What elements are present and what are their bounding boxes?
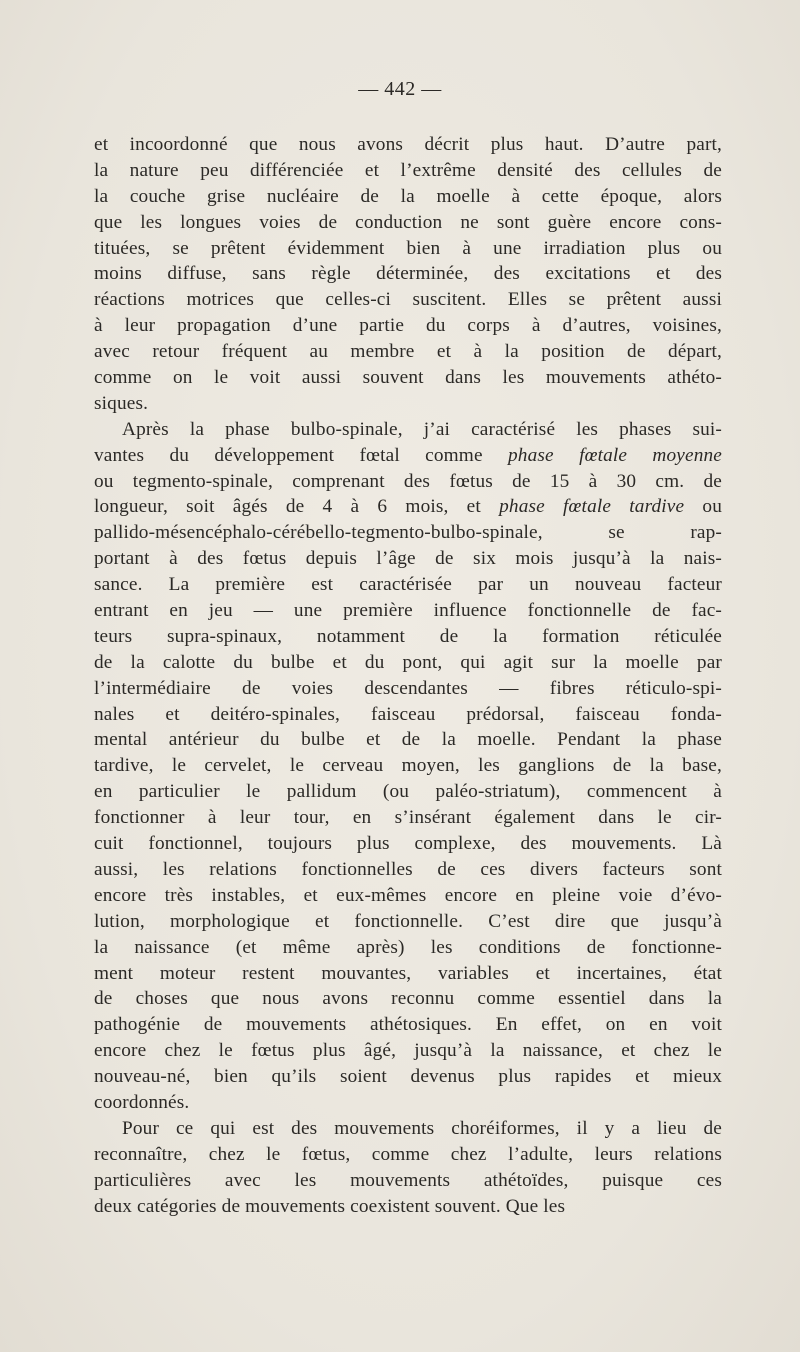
text-run: Après la phase bulbo-spinale, j’ai caractérisé les phases sui- [122,418,722,440]
text-run: pathogénie de mouvements athétosiques. En effet, on en voit [94,1014,722,1036]
text-line [94,365,722,391]
text-line [94,961,722,987]
text-run: Pour ce qui est des mouvements choréiformes, il y a lieu de [122,1117,722,1139]
text-run: pallido-mésencéphalo-cérébello-tegmento-bulbo-spinale, se rap- [94,522,722,544]
text-run: nales et deitéro-spinales, faisceau prédorsal, faisceau fonda- [94,703,722,725]
text-run: de choses que nous avons reconnu comme essentiel dans la [94,988,722,1010]
text-line [94,236,722,262]
text-run: comme on le voit aussi souvent dans les mouvements athéto- [94,367,722,389]
body-text [94,132,722,1219]
text-line [94,1090,722,1116]
text-run: vantes du développement fœtal comme [94,444,508,466]
text-line [94,210,722,236]
text-run: deux catégories de mouvements coexistent souvent. Que les [94,1195,566,1217]
text-line [94,1012,722,1038]
text-line [94,1038,722,1064]
paragraph [94,417,722,1116]
text-line [94,805,722,831]
text-run: longueur, soit âgés de 4 à 6 mois, et [94,496,500,518]
italic-term: phase fœtale moyenne [508,444,722,466]
text-run: aussi, les relations fonctionnelles de ces divers facteurs sont [94,858,722,880]
text-line [94,753,722,779]
page-number: — 442 — [358,78,442,100]
text-run: en particulier le pallidum (ou paléo-striatum), commencent à [94,781,722,803]
text-line [94,546,722,572]
text-line [94,1194,722,1220]
text-line [94,727,722,753]
paragraph [94,1116,722,1220]
text-run: ou tegmento-spinale, comprenant des fœtus de 15 à 30 cm. de [94,470,722,492]
text-run: à leur propagation d’une partie du corps à d’autres, voisines, [94,315,722,337]
text-run: mental antérieur du bulbe et de la moelle. Pendant la phase [94,729,722,751]
paragraph [94,132,722,417]
text-run: reconnaître, chez le fœtus, comme chez l’adulte, leurs relations [94,1143,722,1165]
text-run: sance. La première est caractérisée par un nouveau facteur [94,574,722,596]
text-line [94,1064,722,1090]
text-line [94,520,722,546]
text-run: la naissance (et même après) les conditions de fonctionne- [94,936,722,958]
text-run: lution, morphologique et fonctionnelle. C’est dire que jusqu’à [94,910,722,932]
text-run: et incoordonné que nous avons décrit plus haut. D’autre part, [94,134,722,155]
text-line [94,883,722,909]
text-line [94,831,722,857]
italic-term: phase fœtale tardive [499,496,685,518]
text-line [94,572,722,598]
text-line [94,909,722,935]
text-line [94,417,722,443]
text-run: l’intermédiaire de voies descendantes — fibres réticulo-spi- [94,677,722,699]
text-line [94,184,722,210]
text-run: tituées, se prêtent évidemment bien à une irradiation plus ou [94,237,722,259]
text-run: entrant en jeu — une première influence fonctionnelle de fac- [94,600,722,622]
text-line [94,287,722,313]
text-run: encore chez le fœtus plus âgé, jusqu’à la naissance, et chez le [94,1040,722,1062]
text-line [94,676,722,702]
text-line [94,1116,722,1142]
text-run: ment moteur restent mouvantes, variables et incertaines, état [94,962,722,984]
text-run: particulières avec les mouvements athétoïdes, puisque ces [94,1169,722,1191]
text-run: tardive, le cervelet, le cerveau moyen, les ganglions de la base, [94,755,722,777]
text-run: encore très instables, et eux-mêmes encore en pleine voie d’évo- [94,884,722,906]
text-line [94,261,722,287]
text-line [94,702,722,728]
text-run: nouveau-né, bien qu’ils soient devenus plus rapides et mieux [94,1066,722,1088]
text-line [94,935,722,961]
text-line [94,598,722,624]
text-run: moins diffuse, sans règle déterminée, des excitations et des [94,263,722,285]
text-line [94,1168,722,1194]
text-run: la nature peu différenciée et l’extrême densité des cellules de [94,159,722,181]
text-run: teurs supra-spinaux, notamment de la formation réticulée [94,625,722,647]
text-line [94,132,722,158]
text-line [94,469,722,495]
text-line [94,857,722,883]
text-line [94,443,722,469]
text-line [94,158,722,184]
text-run: fonctionner à leur tour, en s’insérant également dans le cir- [94,807,722,829]
text-run: que les longues voies de conduction ne sont guère encore cons- [94,211,722,233]
text-line [94,313,722,339]
text-line [94,339,722,365]
text-run: de la calotte du bulbe et du pont, qui agit sur la moelle par [94,651,722,673]
text-run: réactions motrices que celles-ci suscitent. Elles se prêtent aussi [94,289,722,311]
text-line [94,779,722,805]
text-line [94,494,722,520]
text-run: la couche grise nucléaire de la moelle à cette époque, alors [94,185,722,207]
text-line [94,624,722,650]
text-run: ou [684,496,722,518]
text-run: portant à des fœtus depuis l’âge de six mois jusqu’à la nais- [94,548,722,570]
text-line [94,1142,722,1168]
text-run: coordonnés. [94,1091,190,1113]
text-line [94,986,722,1012]
text-line [94,391,722,417]
text-line [94,650,722,676]
text-run: siques. [94,392,149,414]
text-run: avec retour fréquent au membre et à la position de départ, [94,341,722,363]
text-run: cuit fonctionnel, toujours plus complexe, des mouvements. Là [94,833,722,855]
